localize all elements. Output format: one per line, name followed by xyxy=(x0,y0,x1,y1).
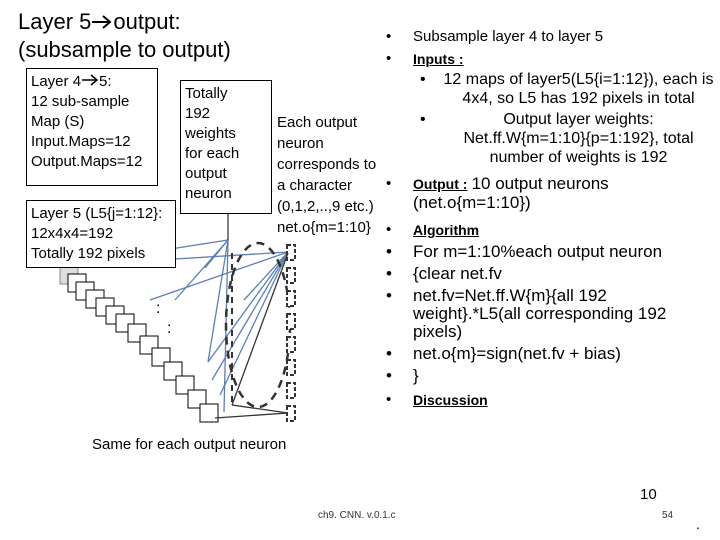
each-output-line: a character xyxy=(277,177,353,194)
each-output-line: neuron xyxy=(277,135,324,152)
right-column xyxy=(380,28,715,409)
dots-label: : xyxy=(156,300,161,317)
layer5-line: 12x4x4=192 xyxy=(31,225,114,242)
bullet: • xyxy=(420,71,426,88)
bullet: • xyxy=(386,286,392,305)
output-neuron xyxy=(287,291,295,306)
layer4-line: Input.Maps=12 xyxy=(31,133,131,150)
bullet: • xyxy=(386,28,392,45)
weights-line: neuron xyxy=(185,185,232,202)
bullet: • xyxy=(386,366,392,385)
layer5-line: Totally 192 pixels xyxy=(31,245,146,262)
algorithm-heading: Algorithm xyxy=(413,222,480,238)
weights-line: Totally xyxy=(185,85,228,102)
arrow-right-icon xyxy=(81,74,99,86)
layer5-label: 5: xyxy=(99,73,112,90)
bullet: • xyxy=(386,50,392,67)
each-output-text xyxy=(277,112,397,238)
bullet: • xyxy=(420,111,426,128)
footer-page: 54 xyxy=(662,510,674,521)
dots-label: : xyxy=(167,320,172,337)
algo-line: } xyxy=(413,366,419,385)
layer4-label: Layer 4 xyxy=(31,73,82,90)
bullet-subsample: Subsample layer 4 to layer 5 xyxy=(413,28,604,45)
layer5-box xyxy=(26,200,176,268)
bullet: • xyxy=(386,264,392,283)
output-neuron xyxy=(287,406,295,421)
title-subtitle: (subsample to output) xyxy=(18,37,231,62)
inputs-heading: Inputs : xyxy=(413,51,464,67)
weights-line: output xyxy=(185,165,227,182)
output-neuron xyxy=(287,245,295,260)
layer4-line: Output.Maps=12 xyxy=(31,153,143,170)
output-heading: Output : xyxy=(413,176,468,192)
output-neurons xyxy=(287,245,295,421)
layer5-line: Layer 5 (L5{j=1:12}: xyxy=(31,205,163,222)
layer4-box xyxy=(26,68,158,186)
output-neuron xyxy=(287,268,295,283)
same-label: Same for each output neuron xyxy=(92,436,287,453)
output-neuron xyxy=(287,383,295,398)
each-output-line: (0,1,2,..,9 etc.) xyxy=(277,198,374,215)
algo-line: For m=1:10%each output neuron xyxy=(413,242,663,261)
title-layer5: Layer 5 xyxy=(18,9,92,34)
feature-map xyxy=(200,404,218,422)
weights-line: 192 xyxy=(185,105,211,122)
output-neuron xyxy=(287,360,295,375)
each-output-line: Each output xyxy=(277,114,358,131)
bullet: • xyxy=(386,242,392,261)
weights-line: weights xyxy=(185,125,236,142)
bullet: • xyxy=(386,221,392,238)
each-output-line: net.o{m=1:10} xyxy=(277,219,371,236)
each-output-line: corresponds to xyxy=(277,156,377,173)
footer-number: 10 xyxy=(640,486,657,503)
title-output: output: xyxy=(113,9,181,34)
bullet: • xyxy=(386,344,392,363)
weights-line: for each xyxy=(185,145,240,162)
algo-line: {clear net.fv xyxy=(413,264,502,283)
weights-box xyxy=(180,80,272,214)
inputs-maps: 12 maps of layer5(L5{i=1:12}), each is 4x4, so L5 has 192 pixels in total xyxy=(443,71,714,107)
footer-center: ch9. CNN. v.0.1.c xyxy=(318,510,396,521)
layer4-line: Map (S) xyxy=(31,113,85,130)
layer4-line: 12 sub-sample xyxy=(31,93,130,110)
inputs-weights: Output layer weights: Net.ff.W{m=1:10}{p=1:192}, total number of weights is 192 xyxy=(463,111,694,166)
feature-map-stack xyxy=(60,266,218,422)
discussion-heading: Discussion xyxy=(413,392,488,408)
algo-line: net.o{m}=sign(net.fv + bias) xyxy=(413,344,621,363)
output-neuron xyxy=(287,314,295,329)
output-neuron xyxy=(287,337,295,352)
output-text: 10 output neurons (net.o{m=1:10}) xyxy=(413,174,609,212)
bullet: • xyxy=(386,175,392,192)
algo-line: net.fv=Net.ff.W{m}{all 192 weight}.*L5(all corresponding 192 pixels) xyxy=(413,286,667,341)
footer-dot: . xyxy=(696,516,700,532)
bullet: • xyxy=(386,391,392,408)
